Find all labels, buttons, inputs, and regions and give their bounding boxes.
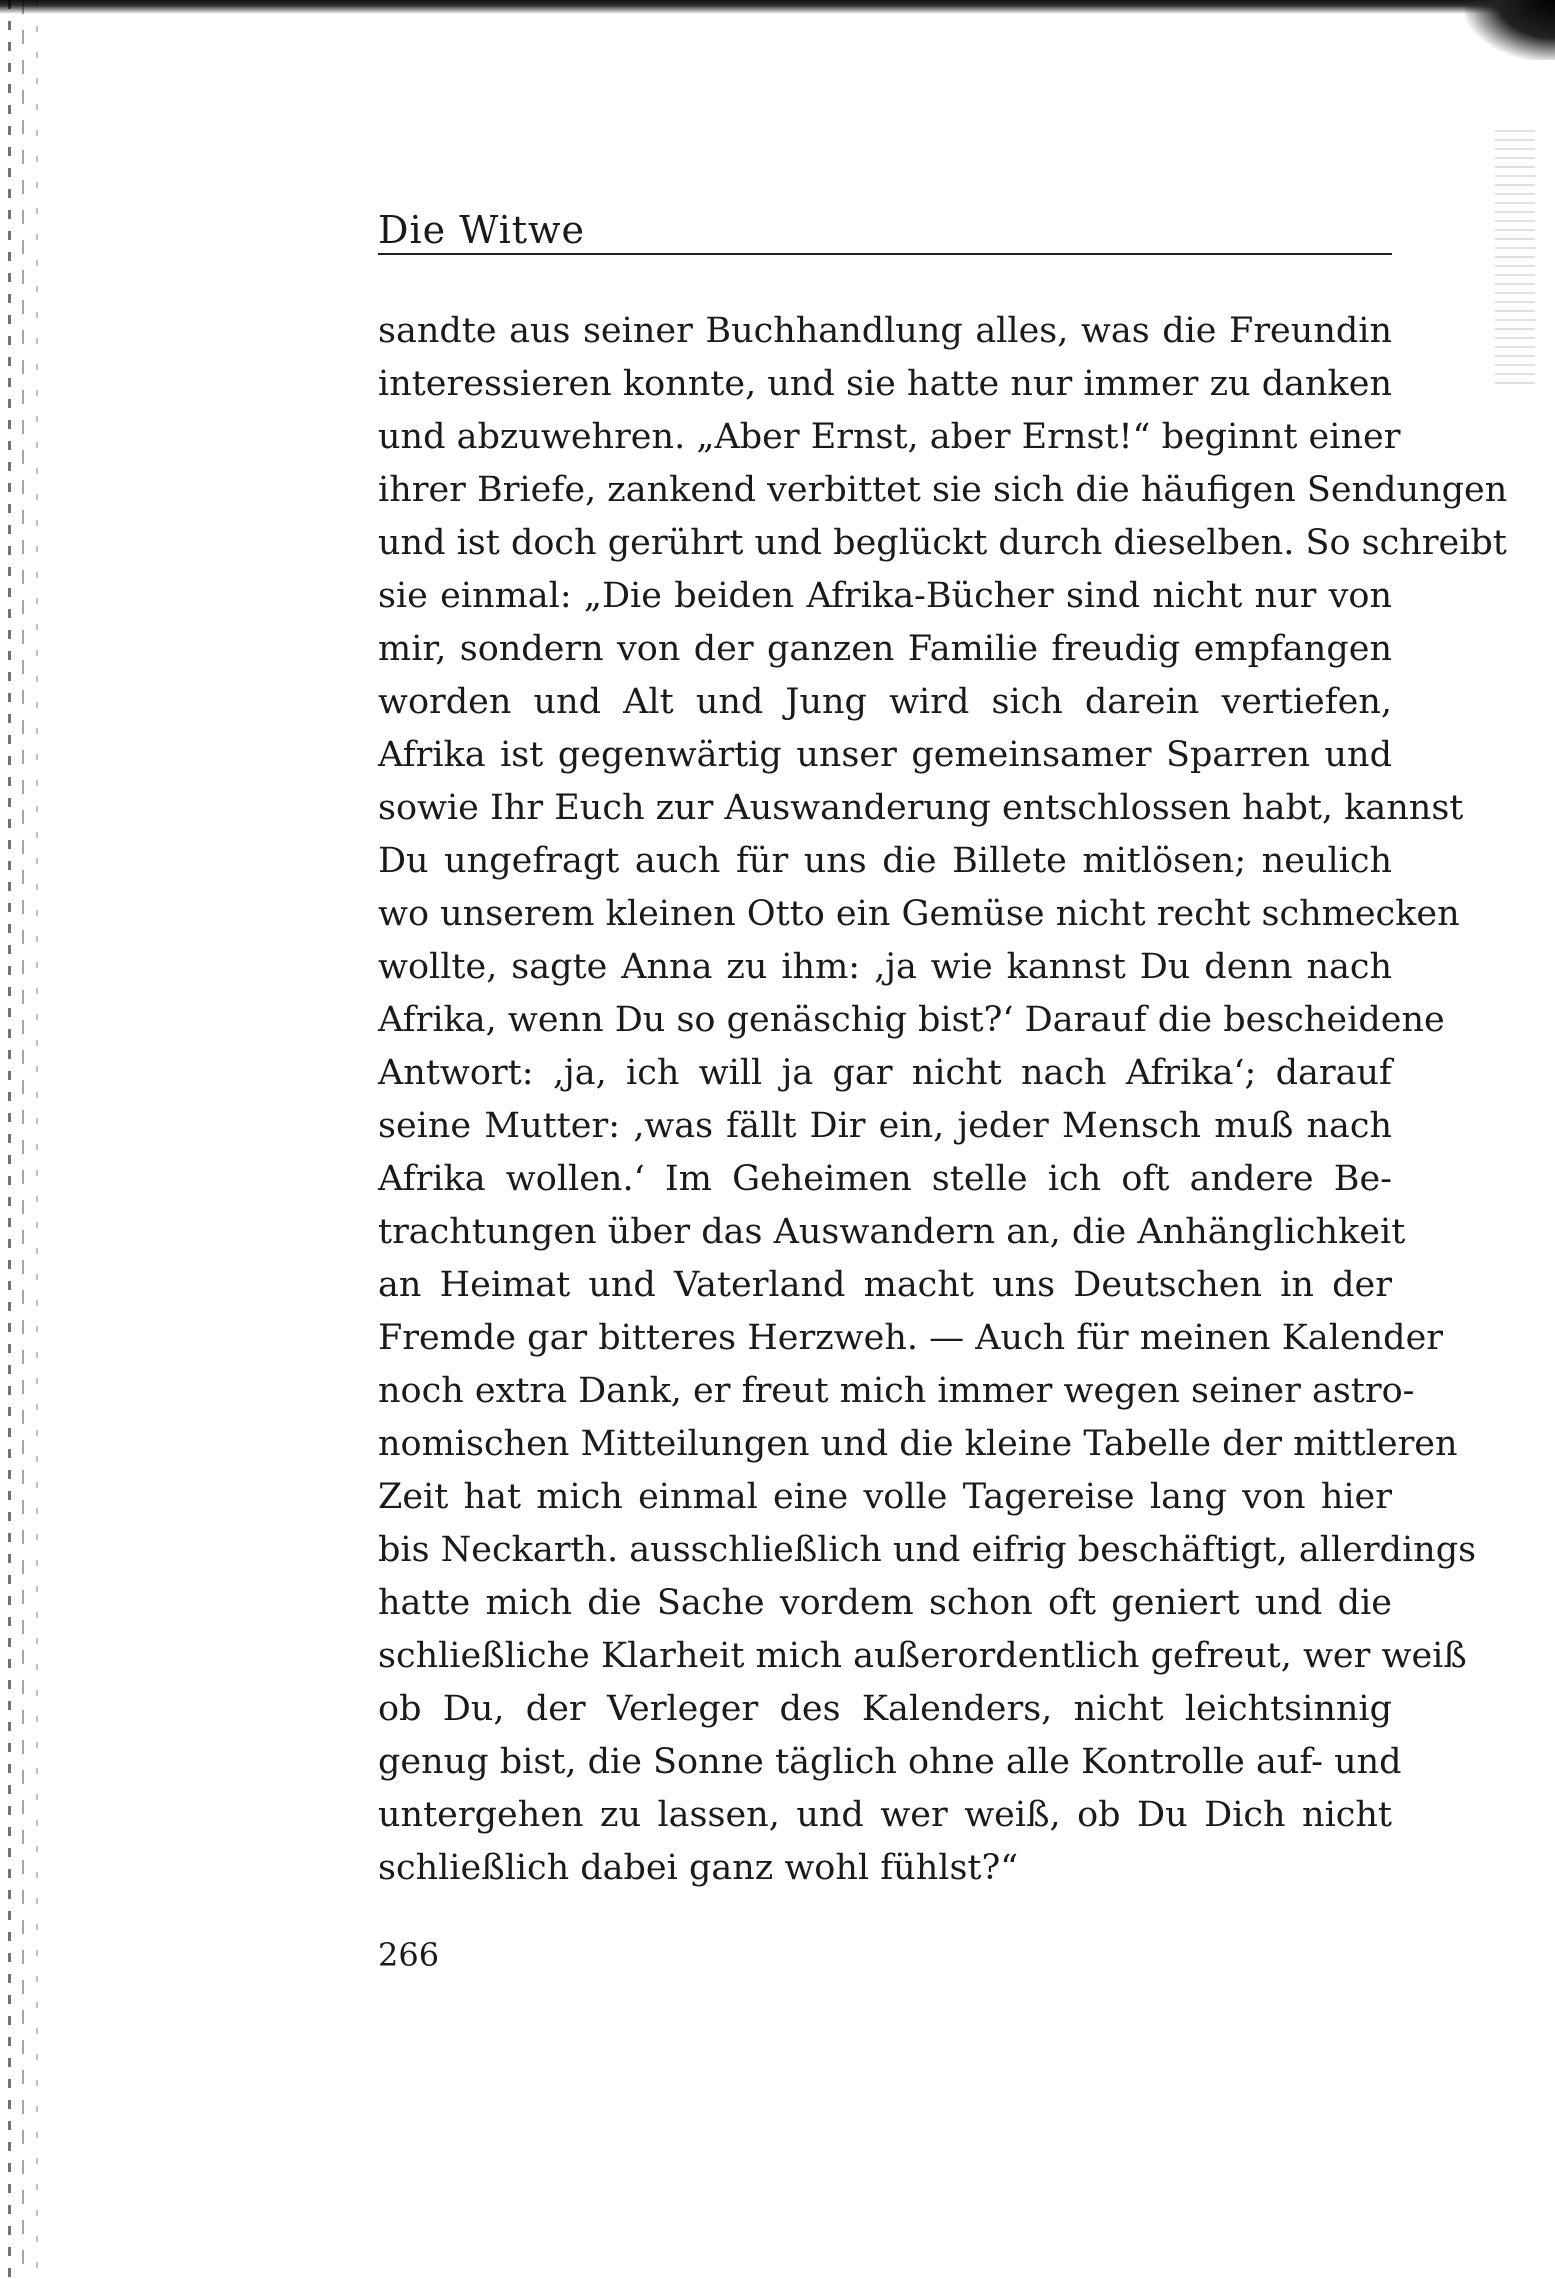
text-line: worden und Alt und Jung wird sich darein vertiefen, — [378, 682, 1392, 722]
text-line: hatte mich die Sache vordem schon oft geniert und die — [378, 1583, 1392, 1623]
page-number: 266 — [378, 1936, 440, 1974]
text-line: wo unserem kleinen Otto ein Gemüse nicht recht schmecken — [378, 894, 1460, 934]
text-line: noch extra Dank, er freut mich immer wegen seiner astro- — [378, 1371, 1415, 1411]
text-line: ob Du, der Verleger des Kalenders, nicht leichtsinnig — [378, 1689, 1392, 1729]
text-line: ihrer Briefe, zankend verbittet sie sich die häufigen Sendungen — [378, 470, 1508, 510]
scan-corner-shadow — [1465, 0, 1555, 60]
text-line: sie einmal: „Die beiden Afrika-Bücher sind nicht nur von — [378, 576, 1392, 616]
text-line: Afrika ist gegenwärtig unser gemeinsamer Sparren und — [378, 735, 1392, 775]
text-line: bis Neckarth. ausschließlich und eifrig beschäftigt, allerdings — [378, 1530, 1477, 1570]
text-line: wollte, sagte Anna zu ihm: ‚ja wie kannst Du denn nach — [378, 947, 1392, 987]
text-line: und ist doch gerührt und beglückt durch dieselben. So schreibt — [378, 523, 1507, 563]
text-line: seine Mutter: ‚was fällt Dir ein, jeder Mensch muß nach — [378, 1106, 1392, 1146]
text-line: nomischen Mitteilungen und die kleine Tabelle der mittleren — [378, 1424, 1458, 1464]
text-line: trachtungen über das Auswandern an, die Anhänglichkeit — [378, 1212, 1406, 1252]
text-line: Fremde gar bitteres Herzweh. — Auch für meinen Kalender — [378, 1318, 1444, 1358]
text-line: Zeit hat mich einmal eine volle Tagereise lang von hier — [378, 1477, 1392, 1517]
text-line: Antwort: ‚ja, ich will ja gar nicht nach Afrika‘; darauf — [378, 1053, 1392, 1093]
text-line: genug bist, die Sonne täglich ohne alle Kontrolle auf- und — [378, 1742, 1402, 1782]
text-line: mir, sondern von der ganzen Familie freudig empfangen — [378, 629, 1392, 669]
text-line: interessieren konnte, und sie hatte nur immer zu danken — [378, 364, 1392, 404]
scan-top-edge — [0, 0, 1555, 14]
text-line: sowie Ihr Euch zur Auswanderung entschlossen habt, kannst — [378, 788, 1464, 828]
text-line: schließliche Klarheit mich außerordentlich gefreut, wer weiß — [378, 1636, 1467, 1676]
text-line: an Heimat und Vaterland macht uns Deutschen in der — [378, 1265, 1392, 1305]
text-line: Afrika wollen.‘ Im Geheimen stelle ich oft andere Be- — [378, 1159, 1392, 1199]
text-line: und abzuwehren. „Aber Ernst, aber Ernst!“ beginnt einer — [378, 417, 1401, 457]
text-line: Du ungefragt auch für uns die Billete mitlösen; neulich — [378, 841, 1392, 881]
running-head: Die Witwe — [378, 208, 586, 252]
text-line: untergehen zu lassen, und wer weiß, ob Du Dich nicht — [378, 1795, 1392, 1835]
header-rule — [378, 253, 1392, 255]
scan-left-edge — [0, 0, 52, 2279]
scan-right-specks — [1495, 130, 1535, 390]
text-line: schließlich dabei ganz wohl fühlst?“ — [378, 1848, 1019, 1888]
text-line: Afrika, wenn Du so genäschig bist?‘ Darauf die bescheidene — [378, 1000, 1445, 1040]
body-text — [378, 305, 1508, 1895]
text-line: sandte aus seiner Buchhandlung alles, was die Freundin — [378, 311, 1392, 351]
